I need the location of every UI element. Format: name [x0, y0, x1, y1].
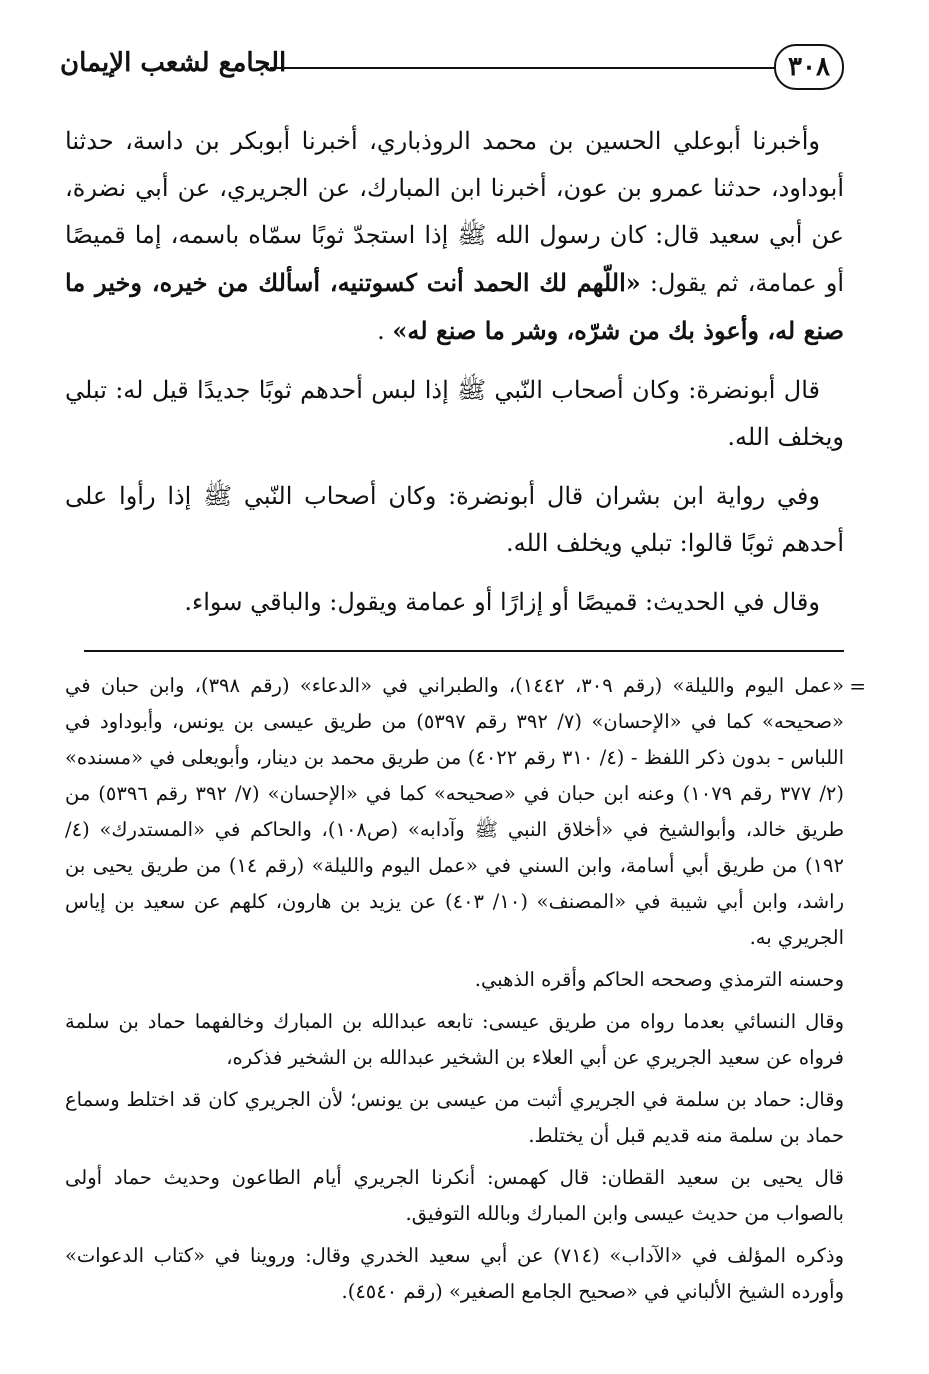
ibn-bishran-paragraph: وفي رواية ابن بشران قال أبونضرة: وكان أصحاب النّبي ﷺ إذا رأوا على أحدهم ثوبًا قالوا: تبلي ويخلف الله.: [65, 482, 844, 557]
footnote-nasai-cont: وقال: حماد بن سلمة في الجريري أثبت من عيسى بن يونس؛ لأن الجريري كان قد اختلط وسماع حماد بن سلمة منه قديم قبل أن يختلط.: [65, 1088, 844, 1147]
variant-paragraph: وقال في الحديث: قميصًا أو إزارًا أو عمامة ويقول: والباقي سواء.: [184, 588, 820, 616]
page-header: [60, 40, 844, 100]
footnote-qattan: قال يحيى بن سعيد القطان: قال كهمس: أنكرنا الجريري أيام الطاعون وحديث حماد أولى بالصواب من حديث عيسى وابن المبارك وبالله التوفيق.: [65, 1166, 844, 1225]
header-rule: [270, 67, 774, 69]
footnote-nasai: وقال النسائي بعدما رواه من طريق عيسى: تابعه عبدالله بن المبارك وخالفهما حماد بن سلمة فرواه عن سعيد الجريري عن أبي العلاء بن الشخير عبدالله بن الشخير فذكره،: [65, 1010, 844, 1069]
main-text: [65, 118, 844, 638]
abu-nadra-paragraph: قال أبونضرة: وكان أصحاب النّبي ﷺ إذا لبس أحدهم ثوبًا جديدًا قيل له: تبلي ويخلف الله.: [65, 376, 844, 451]
paragraph-end: .: [377, 317, 393, 345]
continuation-marker: =: [849, 674, 866, 698]
footnotes: [65, 668, 866, 1316]
running-title: الجامع لشعب الإيمان: [60, 48, 287, 78]
footnote-author-ref: وذكره المؤلف في «الآداب» (٧١٤) عن أبي سعيد الخدري وقال: وروينا في «كتاب الدعوات» وأورده الشيخ الألباني في «صحيح الجامع الصغير» (رقم ٤٥٤٠).: [65, 1244, 844, 1303]
footnote-takhrij: [65, 668, 866, 956]
dua-text: «اللّهم لك الحمد أنت كسوتنيه، أسألك من خيره، وخير ما صنع له، وأعوذ بك من شرّه، وشر ما صنع له»: [65, 268, 844, 345]
hadith-paragraph: [65, 118, 844, 355]
page-number: ٣٠٨: [774, 44, 844, 90]
footnote-grading: وحسنه الترمذي وصححه الحاكم وأقره الذهبي.: [474, 968, 844, 991]
isnad-text: وأخبرنا أبوعلي الحسين بن محمد الروذباري، أخبرنا أبوبكر بن داسة، حدثنا أبوداود، حدثنا عمرو بن عون، أخبرنا ابن المبارك، عن الجريري، عن أبي نضرة، عن أبي سعيد قال: كان رسول الله ﷺ إذا استجدّ ثوبًا سمّاه باسمه، إما قميصًا أو عمامة، ثم يقول:: [65, 127, 844, 297]
footnote-text: «عمل اليوم والليلة» (رقم ٣٠٩، ١٤٤٢)، والطبراني في «الدعاء» (رقم ٣٩٨)، وابن حبان في «صحيحه» كما في «الإحسان» (٧/ ٣٩٢ رقم ٥٣٩٧) من طريق عيسى بن يونس، وأبوداود في اللباس - بدون ذكر اللفظ - (٤/ ٣١٠ رقم ٤٠٢٢) من طريق محمد بن دينار، وأبويعلى في «مسنده» (٢/ ٣٧٧ رقم ١٠٧٩) وعنه ابن حبان في «صحيحه» كما في «الإحسان» (٧/ ٣٩٢ رقم ٥٣٩٦) من طريق خالد، وأبوالشيخ في «أخلاق النبي ﷺ وآدابه» (ص١٠٨)، والحاكم في «المستدرك» (٤/ ١٩٢) من طريق أبي أسامة، وابن السني في «عمل اليوم والليلة» (رقم ١٤) من طريق يحيى بن راشد، وابن أبي شيبة في «المصنف» (١٠/ ٤٠٣) عن يزيد بن هارون، كلهم عن سعيد بن إياس الجريري به.: [65, 674, 844, 949]
footnote-separator: [84, 650, 844, 652]
